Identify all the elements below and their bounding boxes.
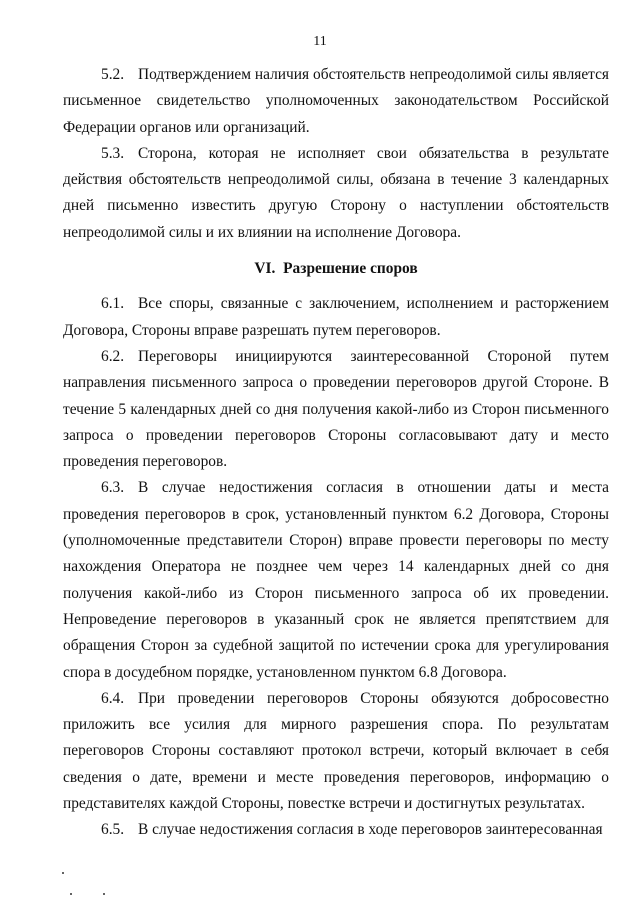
paragraph-5-2 — [63, 62, 609, 141]
clause-number: 6.4. — [101, 689, 125, 707]
clause-number: 5.3. — [101, 144, 125, 162]
paragraph-6-5 — [63, 817, 609, 843]
document-body — [63, 62, 609, 844]
paragraph-6-2 — [63, 344, 609, 475]
clause-number: 6.2. — [101, 347, 125, 365]
clause-text: В случае недостижения согласия в отношении даты и места проведения переговоров в срок, установленный пунктом 6.2 Договора, Стороны (уполномоченные представители Сторон) вправе провести переговоры по месту нахождения Оператора не позднее чем через 14 календарных дней со дня получения какой-либо из Сторон письменного запроса об их проведении. Непроведение переговоров в указанный срок не является препятствием для обращения Сторон за судебной защитой по истечении срока для урегулирования спора в досудебном порядке, установленном пунктом 6.8 Договора. — [63, 479, 609, 681]
clause-text: Сторона, которая не исполняет свои обязательства в результате действия обстоятельств непреодолимой силы, обязана в течение 3 календарных дней письменно известить другую Сторону о наступлении обстоятельств непреодолимой силы и их влиянии на исполнение Договора. — [63, 144, 609, 241]
section-number: VI. — [254, 260, 276, 278]
clause-number: 6.1. — [101, 295, 125, 313]
paragraph-6-1 — [63, 291, 609, 344]
clause-number: 5.2. — [101, 66, 125, 83]
clause-text: Переговоры инициируются заинтересованной Стороной путем направления письменного запроса о проведении переговоров другой Стороне. В течение 5 календарных дней со дня получения какой-либо из Сторон письменного запроса о проведении переговоров Стороны согласовывают дату и место проведения переговоров. — [63, 347, 609, 471]
scan-speck — [70, 893, 72, 895]
clause-text: При проведении переговоров Стороны обязуются добросовестно приложить все усилия для мирного разрешения спора. По результатам переговоров Стороны составляют протокол встречи, который включает в себя сведения о дате, времени и месте проведения переговоров, информацию о представителях каждой Стороны, повестке встречи и достигнутых результатах. — [63, 689, 609, 813]
section-title: Разрешение споров — [283, 260, 418, 278]
clause-text: Подтверждением наличия обстоятельств непреодолимой силы является письменное свидетельство уполномоченных законодательством Российской Федерации органов или организаций. — [63, 66, 609, 136]
scan-speck — [62, 872, 64, 874]
clause-number: 6.3. — [101, 479, 125, 497]
paragraph-6-3 — [63, 475, 609, 685]
clause-number: 6.5. — [101, 821, 125, 839]
scan-speck — [103, 893, 105, 895]
clause-text: В случае недостижения согласия в ходе переговоров заинтересованная — [138, 821, 603, 839]
page-number: 11 — [313, 34, 327, 49]
paragraph-6-4 — [63, 686, 609, 817]
section-heading — [63, 256, 609, 282]
paragraph-5-3 — [63, 141, 609, 246]
clause-text: Все споры, связанные с заключением, исполнением и расторжением Договора, Стороны вправе разрешать путем переговоров. — [63, 295, 609, 339]
